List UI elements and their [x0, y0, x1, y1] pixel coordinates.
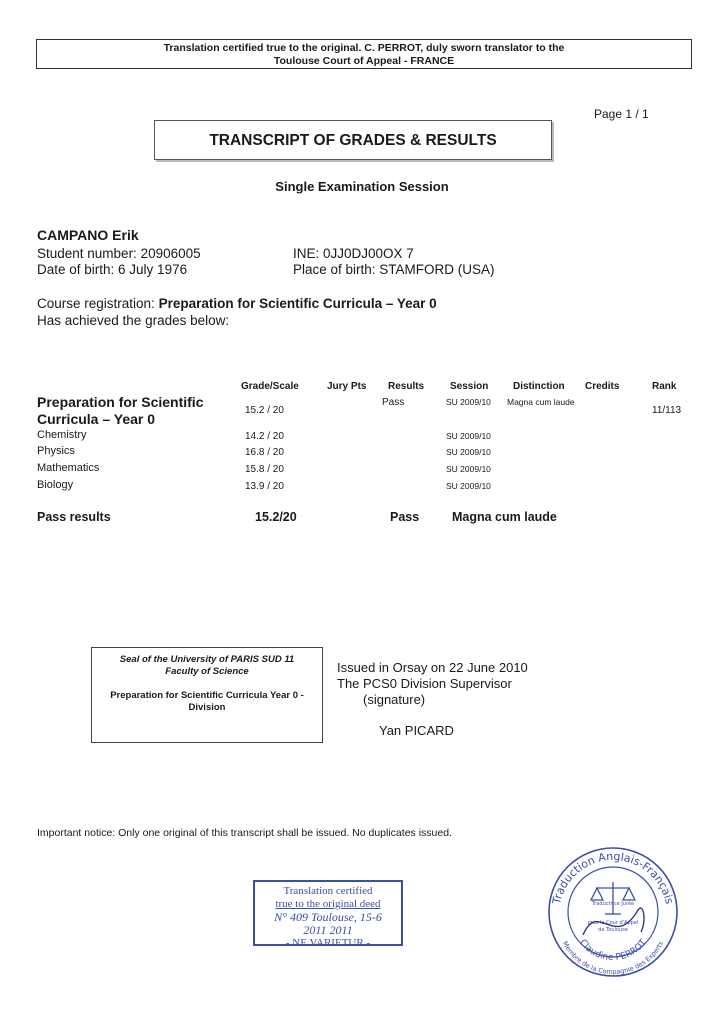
header-rank: Rank: [652, 381, 677, 392]
subject-name: Chemistry: [37, 429, 87, 441]
subject-grade: 15.8 / 20: [245, 464, 284, 475]
stamp-line-1: Translation certified: [283, 885, 373, 897]
subject-name: Mathematics: [37, 462, 100, 474]
pass-results-distinction: Magna cum laude: [452, 510, 557, 524]
scales-icon: [591, 882, 635, 914]
round-stamp-outer-text: Traduction Anglais-Français: [549, 849, 677, 906]
date-of-birth: Date of birth: 6 July 1976: [37, 262, 188, 277]
seal-line-1: Seal of the University of PARIS SUD 11: [119, 654, 295, 665]
pass-results-label: Pass results: [37, 510, 111, 524]
round-stamp-center-1: près la Cour d'Appel: [587, 920, 639, 926]
student-ine: INE: 0JJ0DJ00OX 7: [293, 246, 414, 261]
session-title: Single Examination Session: [275, 179, 449, 194]
stamp-line-2: true to the original deed: [275, 898, 381, 910]
svg-text:Claudine PERROT: [577, 938, 649, 964]
seal-line-4: Division: [188, 702, 226, 713]
certification-line-1: Translation certified true to the original. C. PERROT, duly sworn translator to the: [163, 42, 565, 54]
program-grade: 15.2 / 20: [245, 405, 284, 416]
program-result: Pass: [382, 397, 405, 408]
seal-line-3: Preparation for Scientific Curricula Year 0 -: [110, 690, 304, 701]
certification-line-2: Toulouse Court of Appeal - FRANCE: [273, 55, 455, 67]
student-number: Student number: 20906005: [37, 246, 201, 261]
page-number: Page 1 / 1: [594, 107, 649, 121]
subject-session: SU 2009/10: [446, 431, 491, 441]
header-results: Results: [388, 381, 425, 392]
subject-grade: 14.2 / 20: [245, 431, 284, 442]
header-jury: Jury Pts: [327, 381, 367, 392]
important-notice: Important notice: Only one original of this transcript shall be issued. No duplicates issued.: [37, 827, 452, 839]
subject-session: SU 2009/10: [446, 464, 491, 474]
stamp-line-5: - NE VARIETUR -: [285, 937, 371, 949]
translator-round-stamp: [543, 840, 683, 985]
translation-stamp: [253, 880, 403, 949]
round-stamp-center-2: de Toulouse: [598, 927, 628, 933]
issued-block: [337, 660, 528, 739]
signatory-name: Yan PICARD: [379, 723, 454, 738]
course-registration-label: Course registration:: [37, 296, 159, 311]
header-grade: Grade/Scale: [241, 381, 299, 392]
university-seal-box: [91, 647, 323, 743]
program-distinction: Magna cum laude: [507, 397, 575, 407]
subject-session: SU 2009/10: [446, 481, 491, 491]
stamp-line-4: 2011 2011: [303, 923, 353, 937]
subject-name: Biology: [37, 479, 74, 491]
document-title: TRANSCRIPT OF GRADES & RESULTS: [154, 120, 552, 160]
issued-line-1: Issued in Orsay on 22 June 2010: [337, 660, 528, 675]
header-credits: Credits: [585, 381, 620, 392]
header-session: Session: [450, 381, 489, 392]
seal-line-2: Faculty of Science: [165, 666, 249, 677]
subject-grade: 16.8 / 20: [245, 447, 284, 458]
stamp-line-3: N° 409 Toulouse, 15-6: [274, 910, 382, 924]
pass-results-grade: 15.2/20: [255, 510, 297, 524]
certification-banner: [36, 39, 692, 69]
header-distinction: Distinction: [513, 381, 565, 392]
issued-line-3: (signature): [363, 692, 426, 707]
issued-line-2: The PCS0 Division Supervisor: [337, 676, 512, 691]
place-of-birth: Place of birth: STAMFORD (USA): [293, 262, 495, 277]
achieved-text: Has achieved the grades below:: [37, 313, 230, 328]
program-session: SU 2009/10: [446, 397, 491, 407]
subject-session: SU 2009/10: [446, 447, 491, 457]
course-registration: [37, 296, 437, 311]
student-name: CAMPANO Erik: [37, 227, 139, 243]
round-stamp-lower-text: Membre de la Compagnie des Experts: [560, 939, 666, 977]
round-stamp-inner-text: Traductrice Jurée: [591, 901, 635, 907]
round-stamp-bottom-text: Claudine PERROT: [577, 937, 649, 964]
round-stamp-svg: [543, 840, 683, 980]
program-name: Preparation for Scientific Curricula – Year 0: [37, 394, 204, 427]
program-rank: 11/113: [652, 405, 682, 416]
pass-results-result: Pass: [390, 510, 420, 524]
course-name: Preparation for Scientific Curricula – Year 0: [158, 296, 437, 311]
subject-name: Physics: [37, 445, 75, 457]
subject-grade: 13.9 / 20: [245, 481, 284, 492]
